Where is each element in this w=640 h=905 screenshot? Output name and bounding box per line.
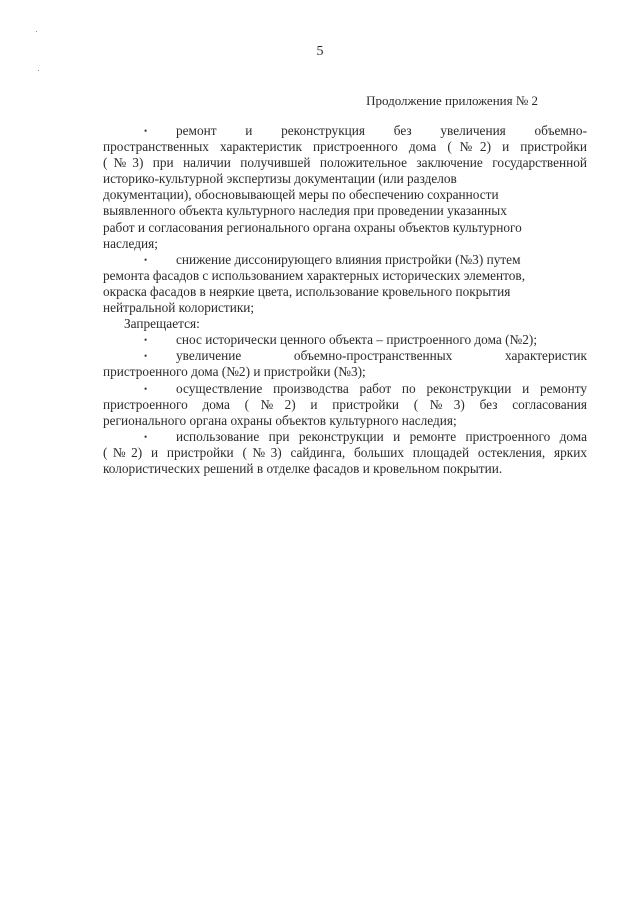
text-line: выявленного объекта культурного наследия при проведении указанных bbox=[103, 203, 507, 219]
scan-speck bbox=[38, 70, 39, 71]
allowed-item-dissonance-reduction bbox=[103, 252, 587, 316]
text-line: ремонта фасадов с использованием характерных исторических элементов, bbox=[103, 267, 526, 283]
text-line: колористических решений в отделке фасадов и кровельном покрытии. bbox=[103, 460, 503, 476]
forbidden-heading: Запрещается: bbox=[124, 316, 200, 332]
text-line: регионального органа охраны объектов культурного наследия; bbox=[103, 412, 457, 428]
text-line: нейтральной колористики; bbox=[103, 300, 255, 316]
text-line: работ и согласования регионального органа охраны объектов культурного bbox=[103, 219, 522, 235]
text-line: окраска фасадов в неяркие цвета, использование кровельного покрытия bbox=[103, 283, 511, 299]
appendix-continuation-note: Продолжение приложения № 2 bbox=[366, 93, 538, 108]
page-number: 5 bbox=[316, 44, 324, 59]
bullet-icon: • bbox=[144, 254, 148, 265]
document-body bbox=[103, 123, 587, 477]
text-line: пристроенного дома (№2) и пристройки (№3) без согласования bbox=[103, 396, 587, 412]
text-line: использование при реконструкции и ремонте пристроенного дома bbox=[176, 428, 587, 444]
text-line: историко-культурной экспертизы документации (или разделов bbox=[103, 171, 457, 187]
allowed-item-repair bbox=[103, 123, 587, 252]
text-line: документации), обосновывающей меры по обеспечению сохранности bbox=[103, 187, 499, 203]
bullet-icon: • bbox=[144, 126, 148, 136]
text-line: (№3) при наличии получившей положительное заключение государственной bbox=[103, 155, 587, 171]
forbidden-item-siding-glazing bbox=[103, 429, 587, 477]
text-line: снижение диссонирующего влияния пристройки (№3) путем bbox=[176, 251, 521, 267]
bullet-icon: • bbox=[144, 431, 148, 442]
text-line: осуществление производства работ по реконструкции и ремонту bbox=[176, 380, 587, 396]
text-line: пространственных характеристик пристроенного дома (№2) и пристройки bbox=[103, 139, 587, 155]
bullet-icon: • bbox=[144, 351, 148, 362]
text-line: наследия; bbox=[103, 235, 158, 251]
forbidden-item-volume-increase bbox=[103, 348, 587, 380]
forbidden-item-unapproved-works bbox=[103, 381, 587, 429]
bullet-icon: • bbox=[144, 383, 148, 394]
bullet-icon: • bbox=[144, 335, 148, 346]
text-line: снос исторически ценного объекта – пристроенного дома (№2); bbox=[176, 332, 538, 348]
text-line: (№2) и пристройки (№3) сайдинга, больших площадей остекления, ярких bbox=[103, 444, 587, 460]
text-line: увеличение объемно-пространственных характеристик bbox=[176, 348, 587, 364]
forbidden-item-demolition bbox=[103, 332, 587, 348]
text-line: пристроенного дома (№2) и пристройки (№3); bbox=[103, 364, 366, 380]
text-line: ремонт и реконструкция без увеличения объемно- bbox=[176, 123, 587, 138]
scan-speck bbox=[36, 31, 37, 32]
